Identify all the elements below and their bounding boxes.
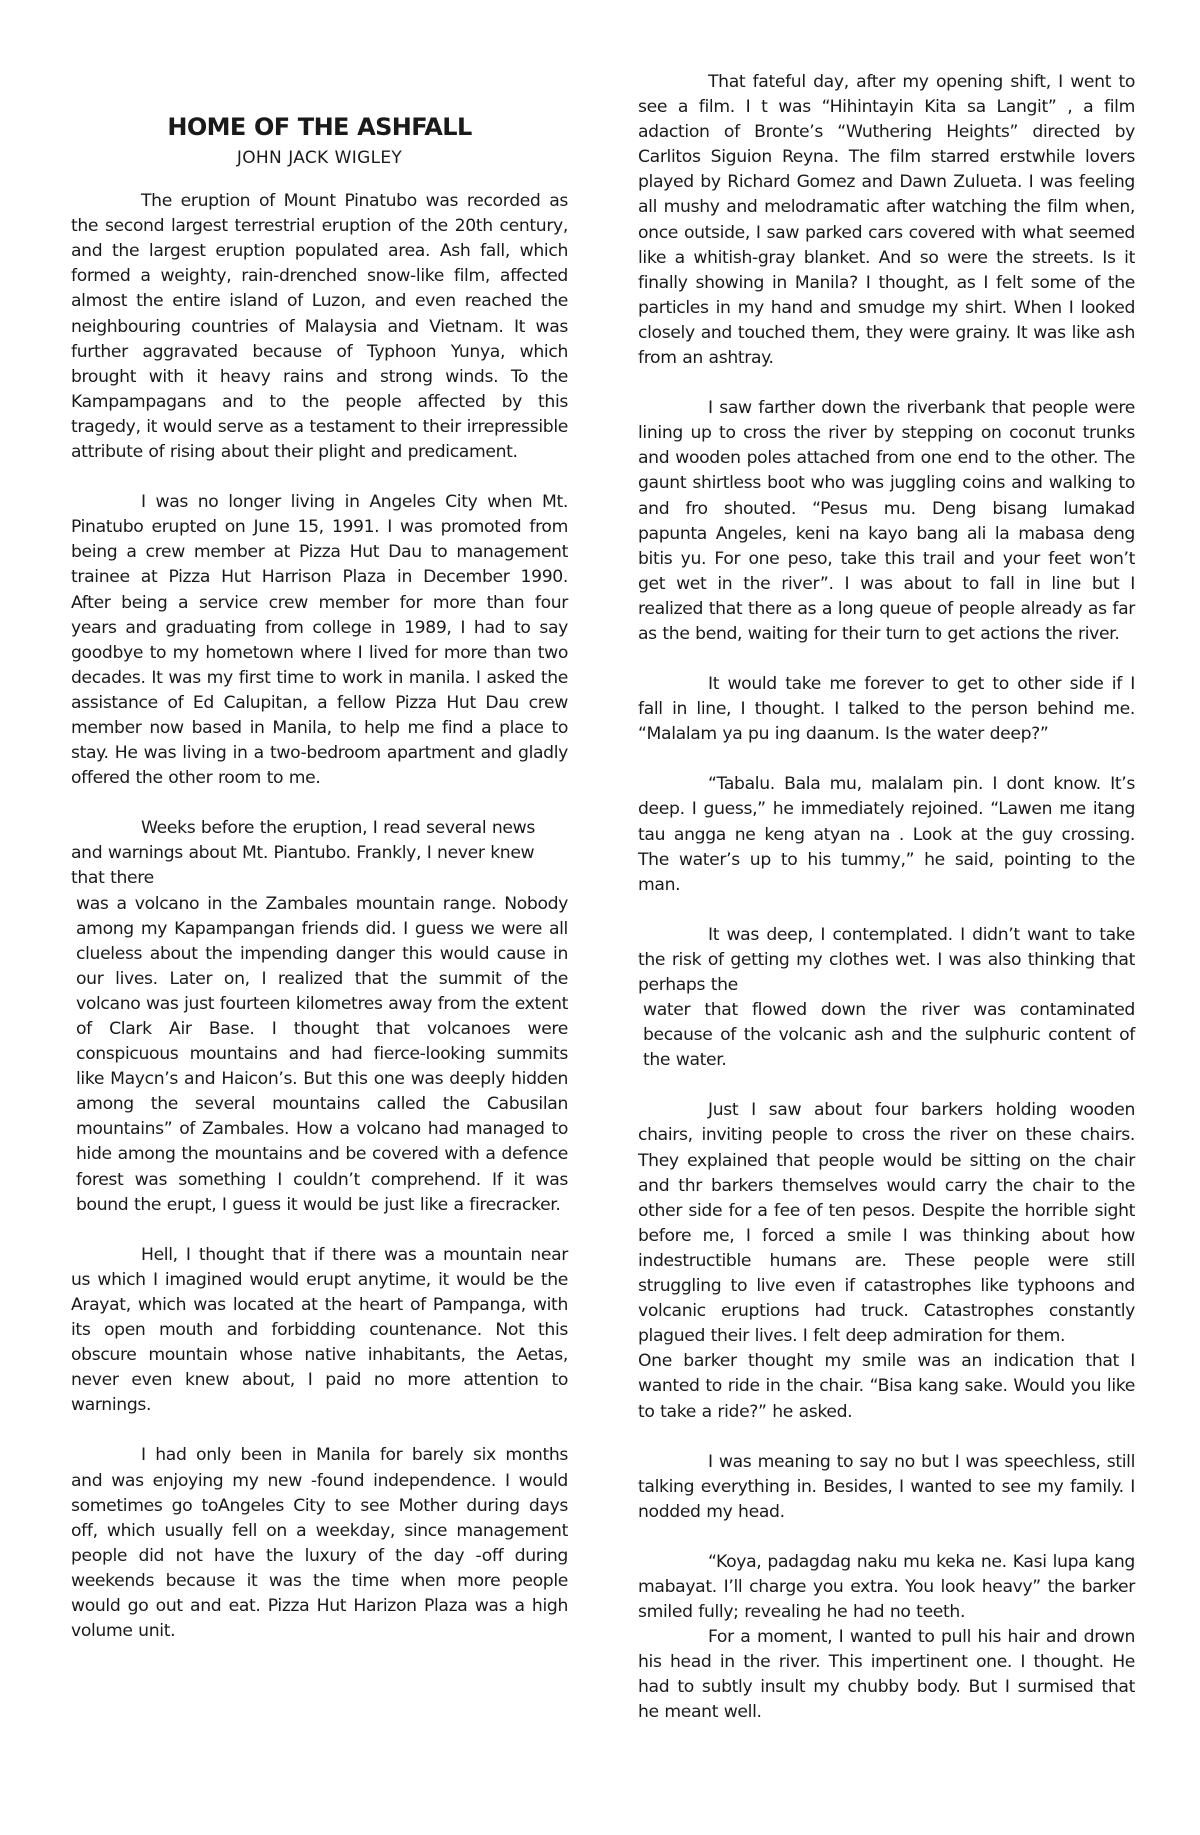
paragraph: was a volcano in the Zambales mountain range. Nobody among my Kapampangan friends did. I guess we were all clueless about the impending danger this would cause in our lives. Later on, I realized that the summit of the volcano was just fourteen kilometres away from the extent of Clark Air Base. I thought that volcanoes were conspicuous mountains and had fierce-looking summits like Maycn’s and Haicon’s. But this one was deeply hidden among the several mountains called the Cabusilan mountains” of Zambales. How a volcano had managed to hide among the mountains and be covered with a defence forest was something I couldn’t comprehend. If it was bound the erupt, I guess it would be just like a firecracker. [76, 893, 569, 1215]
paragraph: I was no longer living in Angeles City when Mt. Pinatubo erupted on June 15, 1991. I was promoted from being a crew member at Pizza Hut Dau to management trainee at Pizza Hut Harrison Plaza in December 1990. After being a service crew member for more than four years and graduating from college in 1989, I had to say goodbye to my hometown where I lived for more than two decades. It was my first time to work in manila. I asked the assistance of Ed Calupitan, a fellow Pizza Hut Dau crew member now based in Manila, to help me find a place to stay. He was living in a two-bedroom apartment and gladly offered the other room to me. [71, 492, 568, 789]
left-column [71, 70, 568, 1669]
paragraph: Hell, I thought that if there was a mountain near us which I imagined would erupt anytime, it would be the Arayat, which was located at the heart of Pampanga, with its open mouth and forbidding countenance. Not this obscure mountain whose native inhabitants, the Aetas, never even knew about, I paid no more attention to warnings. [71, 1244, 568, 1416]
paragraph: Just I saw about four barkers holding wooden chairs, inviting people to cross the river on these chairs. They explained that people would be sitting on the chair and thr barkers themselves would carry the chair to the other side for a fee of ten pesos. Despite the horrible sight before me, I forced a smile I was thinking about how indestructible humans are. These people were still struggling to live even if catastrophes like typhoons and volcanic eruptions had truck. Catastrophes constantly plagued their lives. I felt deep admiration for them. [638, 1100, 1135, 1347]
paragraph: For a moment, I wanted to pull his hair and drown his head in the river. This impertinent one. I thought. He had to subtly insult my chubby body. But I surmised that he meant well. [638, 1627, 1135, 1723]
paragraph: water that flowed down the river was contaminated because of the volcanic ash and the sulphuric content of the water. [643, 1000, 1135, 1071]
paragraph: It would take me forever to get to other side if I fall in line, I thought. I talked to the person behind me. “Malalam ya pu ing daanum. Is the water deep?” [638, 674, 1135, 745]
author-name: JOHN JACK WIGLEY [236, 148, 403, 168]
page-title: HOME OF THE ASHFALL [167, 113, 472, 141]
paragraph: I was meaning to say no but I was speechless, still talking everything in. Besides, I wanted to see my family. I nodded my head. [638, 1451, 1135, 1522]
paragraph: “Koya, padagdag naku mu keka ne. Kasi lupa kang mabayat. I’ll charge you extra. You look heavy” the barker smiled fully; revealing he had no teeth. [638, 1551, 1135, 1623]
paragraph: That fateful day, after my opening shift, I went to see a film. I t was “Hihintayin Kita sa Langit” , a film adaction of Bronte’s “Wuthering Heights” directed by Carlitos Siguion Reyna. The film starred erstwhile lovers played by Richard Gomez and Dawn Zulueta. I was feeling all mushy and melodramatic after watching the film when, once outside, I saw parked cars covered with what seemed like a whitish-gray blanket. And so were the streets. Is it finally showing in Manila? I thought, as I felt some of the particles in my hand and smudge my shirt. When I looked closely and touched them, they were grainy. It was like ash from an ashtray. [638, 72, 1135, 369]
paragraph: Weeks before the eruption, I read several news and warnings about Mt. Piantubo. Frankly, I never knew that there [71, 818, 535, 889]
paragraph: The eruption of Mount Pinatubo was recorded as the second largest terrestrial eruption of the 20th century, and the largest eruption populated area. Ash fall, which formed a weighty, rain-drenched snow-like film, affected almost the entire island of Luzon, and even reached the neighbouring countries of Malaysia and Vietnam. It was further aggravated because of Typhoon Yunya, which brought with it heavy rains and strong winds. To the Kampampagans and to the people affected by this tragedy, it would serve as a testament to their irrepressible attribute of rising about their plight and predicament. [71, 191, 568, 463]
paragraph: “Tabalu. Bala mu, malalam pin. I dont know. It’s deep. I guess,” he immediately rejoined. “Lawen me itang tau angga ne keng atyan na . Look at the guy crossing. The water’s up to his tummy,” he said, pointing to the man. [638, 774, 1135, 895]
paragraph: I had only been in Manila for barely six months and was enjoying my new -found independence. I would sometimes go toAngeles City to see Mother during days off, which usually fell on a weekday, since management people did not have the luxury of the day -off during weekends because it was the time when more people would go out and eat. Pizza Hut Harizon Plaza was a high volume unit. [71, 1445, 568, 1642]
paragraph: One barker thought my smile was an indication that I wanted to ride in the chair. “Bisa kang sake. Would you like to take a ride?” he asked. [638, 1351, 1135, 1422]
paragraph: I saw farther down the riverbank that people were lining up to cross the river by stepping on coconut trunks and wooden poles attached from one end to the other. The gaunt shirtless boot who was juggling coins and walking to and fro shouted. “Pesus mu. Deng bisang lumakad papunta Angeles, keni na kayo bang ali la mabasa deng bitis yu. For one peso, take this trail and your feet won’t get wet in the river”. I was about to fall in line but I realized that there as a long queue of people already as far as the bend, waiting for their turn to get actions the river. [638, 398, 1135, 644]
paragraph: It was deep, I contemplated. I didn’t want to take the risk of getting my clothes wet. I was also thinking that perhaps the [638, 924, 1135, 995]
right-column [638, 70, 1135, 1751]
